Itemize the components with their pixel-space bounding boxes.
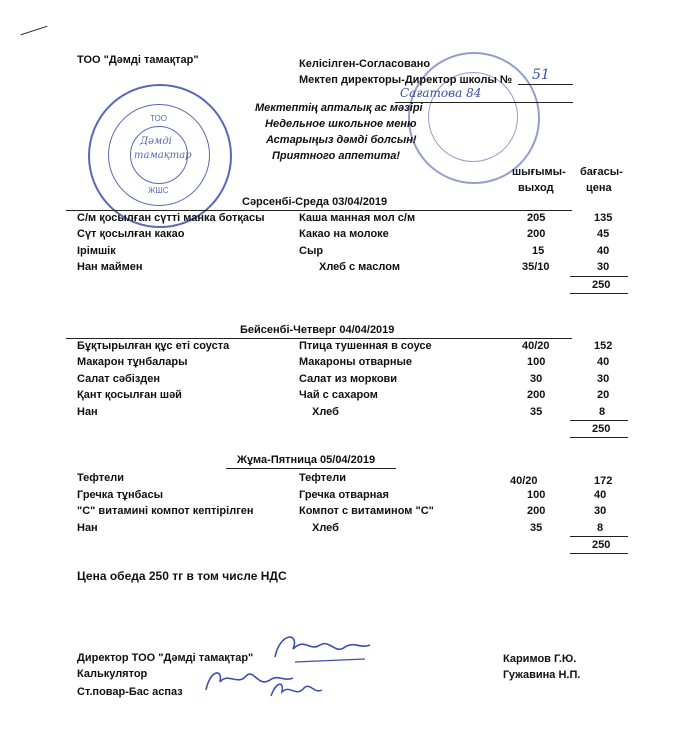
day-total: 250 — [592, 539, 611, 551]
menu-item-price: 172 — [594, 475, 613, 487]
col-price-header-2: цена — [586, 182, 612, 194]
total-underline — [570, 293, 628, 294]
day-divider — [66, 338, 572, 339]
menu-item-price: 30 — [597, 373, 610, 385]
menu-item-price: 45 — [597, 228, 610, 240]
menu-item-ru: Чай с сахаром — [299, 389, 378, 401]
approval-line-1: Келісілген-Согласовано — [299, 58, 431, 70]
menu-item-kz: Нан — [77, 406, 98, 418]
total-underline — [570, 553, 628, 554]
approval-line-2: Мектеп директоры-Директор школы № — [299, 74, 513, 86]
menu-item-price: 152 — [594, 340, 613, 352]
menu-item-yield: 40/20 — [522, 340, 550, 352]
col-price-header-1: бағасы- — [580, 166, 623, 178]
day-divider — [226, 468, 396, 469]
menu-item-ru: Компот с витамином "С" — [299, 505, 434, 517]
menu-item-kz: Нан — [77, 522, 98, 534]
menu-item-kz: Қант қосылған шәй — [77, 389, 182, 401]
menu-item-price: 30 — [594, 505, 607, 517]
school-number-line — [518, 84, 573, 85]
menu-item-ru: Салат из моркови — [299, 373, 398, 385]
menu-item-yield: 100 — [527, 356, 546, 368]
footer-calculator: Калькулятор — [77, 668, 148, 680]
col-yield-header-1: шығымы- — [512, 166, 566, 178]
menu-item-yield: 35/10 — [522, 261, 550, 273]
menu-item-price: 135 — [594, 212, 613, 224]
menu-item-ru: Хлеб с маслом — [319, 261, 400, 273]
day-title-friday: Жұма-Пятница 05/04/2019 — [237, 454, 376, 466]
stamp-name-2: тамақтар — [134, 150, 192, 161]
day-title-wednesday: Сәрсенбі-Среда 03/04/2019 — [242, 196, 388, 208]
menu-item-kz: "С" витамині компот кептірілген — [77, 505, 254, 517]
menu-title-kz: Мектептің апталық ас мәзірі — [255, 102, 423, 114]
footer-name-2: Гужавина Н.П. — [503, 669, 581, 681]
menu-item-kz: Тефтели — [77, 472, 125, 484]
school-number: 51 — [532, 67, 550, 83]
menu-item-ru: Птица тушенная в соусе — [299, 340, 432, 352]
menu-item-price: 20 — [597, 389, 610, 401]
menu-item-ru: Гречка отварная — [299, 489, 389, 501]
menu-item-ru: Каша манная мол с/м — [299, 212, 416, 224]
stamp-top-text: ТОО — [150, 114, 167, 123]
menu-item-ru: Макароны отварные — [299, 356, 413, 368]
col-yield-header-2: выход — [518, 182, 554, 194]
menu-item-yield: 35 — [530, 522, 543, 534]
stamp-bottom-text: ЖШС — [148, 186, 169, 195]
signature-chef — [266, 676, 326, 706]
menu-item-yield: 35 — [530, 406, 543, 418]
footer-chef: Ст.повар-Бас аспаз — [77, 686, 183, 698]
footer-name-1: Каримов Г.Ю. — [503, 653, 577, 665]
menu-item-kz: Макарон тұнбалары — [77, 356, 188, 368]
total-line — [570, 536, 628, 537]
day-title-thursday: Бейсенбі-Четверг 04/04/2019 — [240, 324, 395, 336]
menu-item-yield: 205 — [527, 212, 546, 224]
director-signature: Сағатова 84 — [400, 86, 482, 100]
menu-item-yield: 200 — [527, 505, 546, 517]
menu-item-yield: 200 — [527, 228, 546, 240]
menu-title-ru: Недельное школьное меню — [265, 118, 417, 130]
company-stamp — [88, 84, 232, 228]
menu-item-kz: Ірімшік — [77, 245, 116, 257]
menu-item-kz: Сүт қосылған какао — [77, 228, 185, 240]
menu-item-price: 40 — [597, 245, 610, 257]
stamp-name-1: Дәмді — [140, 136, 172, 147]
menu-item-price: 40 — [594, 489, 607, 501]
menu-item-yield: 40/20 — [510, 475, 538, 487]
corner-mark — [21, 26, 48, 36]
menu-item-price: 40 — [597, 356, 610, 368]
school-stamp — [408, 52, 540, 184]
menu-item-kz: Нан маймен — [77, 261, 143, 273]
day-total: 250 — [592, 423, 611, 435]
day-total: 250 — [592, 279, 611, 291]
menu-item-kz: Бұқтырылған құс еті соуста — [77, 340, 230, 352]
menu-item-kz: Салат сәбізден — [77, 373, 161, 385]
menu-item-ru: Какао на молоке — [299, 228, 389, 240]
menu-item-yield: 15 — [532, 245, 545, 257]
total-line — [570, 420, 628, 421]
total-underline — [570, 437, 628, 438]
total-line — [570, 276, 628, 277]
menu-item-price: 8 — [599, 406, 606, 418]
company-name: ТОО "Дәмді тамақтар" — [77, 54, 199, 66]
menu-item-kz: С/м қосылған сүтті манка ботқасы — [77, 212, 265, 224]
footer-director: Директор ТОО "Дәмді тамақтар" — [77, 652, 254, 664]
menu-item-yield: 100 — [527, 489, 546, 501]
menu-item-price: 30 — [597, 261, 610, 273]
wish-ru: Приятного аппетита! — [272, 150, 401, 162]
menu-item-kz: Гречка тұнбасы — [77, 489, 164, 501]
wish-kz: Астарыңыз дәмді болсын! — [266, 134, 417, 146]
menu-item-ru: Сыр — [299, 245, 324, 257]
day-divider — [66, 210, 572, 211]
price-note: Цена обеда 250 тг в том числе НДС — [77, 569, 287, 583]
menu-item-ru: Хлеб — [312, 406, 339, 418]
menu-item-ru: Тефтели — [299, 472, 347, 484]
menu-item-ru: Хлеб — [312, 522, 339, 534]
menu-item-price: 8 — [597, 522, 604, 534]
menu-item-yield: 200 — [527, 389, 546, 401]
menu-item-yield: 30 — [530, 373, 543, 385]
